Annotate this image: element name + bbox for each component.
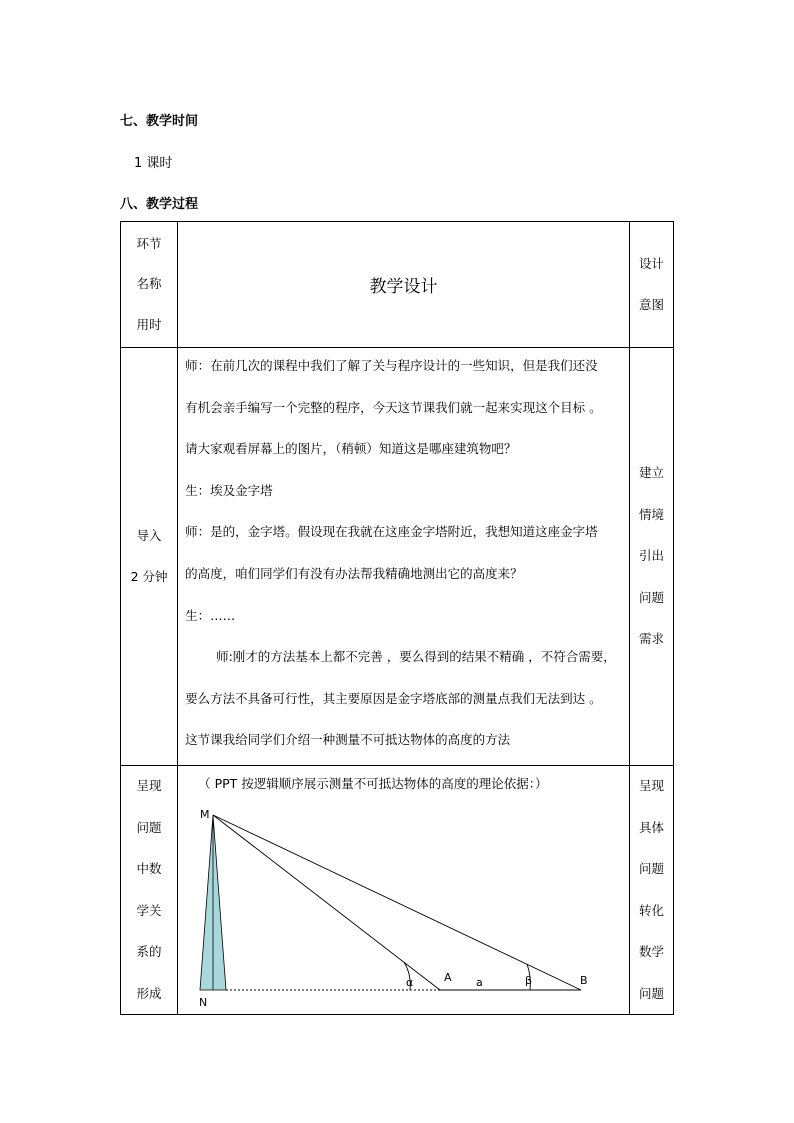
section-heading-time: 七、教学时间 bbox=[120, 114, 199, 129]
diagram-caption: （ PPT 按逻辑顺序展示测量不可抵达物体的高度的理论依据：） bbox=[198, 776, 548, 791]
intro-text-line: 有机会亲手编写一个完整的程序，今天这节课我们就一起来实现这个目标 。 bbox=[185, 399, 602, 415]
intro-text-line: 生：…… bbox=[185, 607, 236, 623]
problem-intent-line: 转化 bbox=[638, 902, 664, 918]
intro-intent-cell bbox=[629, 348, 673, 766]
label-alpha: α bbox=[406, 976, 414, 989]
intro-text-line: 要么方法不具备可行性，其主要原因是金字塔底部的测量点我们无法到达 。 bbox=[185, 690, 602, 706]
problem-intent-line: 问题 bbox=[638, 985, 664, 1001]
problem-stage-cell bbox=[121, 766, 178, 1015]
problem-intent-line: 问题 bbox=[638, 861, 664, 876]
table-row-problem bbox=[121, 766, 674, 1015]
intro-intent-line: 建立 bbox=[638, 465, 664, 481]
problem-intent-line: 数学 bbox=[638, 944, 664, 959]
intro-text-line: 师：在前几次的课程中我们了解了关与程序设计的一些知识，但是我们还没 bbox=[185, 358, 598, 373]
intro-stage-line: 导入 bbox=[136, 528, 162, 543]
header-intent-line: 设计 bbox=[638, 256, 664, 271]
header-stage-line: 环节 bbox=[136, 235, 162, 251]
header-design-cell bbox=[178, 222, 630, 348]
header-stage-cell bbox=[121, 222, 178, 348]
intro-intent-line: 情境 bbox=[638, 506, 664, 522]
sightline-MA bbox=[213, 815, 440, 990]
intro-text-line: 请大家观看屏幕上的图片，（稍顿）知道这是哪座建筑物吧？ bbox=[185, 441, 517, 457]
problem-stage-line: 形成 bbox=[136, 985, 162, 1001]
problem-stage-line: 问题 bbox=[136, 819, 162, 835]
time-value: 1 课时 bbox=[134, 156, 173, 171]
intro-text-line: 师:刚才的方法基本上都不完善 ，要么得到的结果不精确 ，不符合需要， bbox=[216, 649, 616, 665]
sightline-MB bbox=[213, 815, 581, 990]
intro-intent-line: 需求 bbox=[638, 631, 664, 647]
intro-text-line: 这节课我给同学们介绍一种测量不可抵达物体的高度的方法 bbox=[185, 732, 511, 748]
header-stage-line: 用时 bbox=[136, 316, 162, 332]
intro-design-cell bbox=[178, 348, 630, 766]
header-intent-cell bbox=[629, 222, 673, 348]
label-M: M bbox=[200, 808, 210, 821]
problem-intent-line: 呈现 bbox=[638, 778, 664, 793]
problem-intent-cell bbox=[629, 766, 673, 1015]
intro-intent-line: 引出 bbox=[638, 548, 664, 564]
table-row-intro bbox=[121, 348, 674, 766]
problem-intent-line: 具体 bbox=[638, 819, 664, 835]
label-B: B bbox=[580, 974, 588, 987]
process-table bbox=[120, 221, 674, 1015]
problem-stage-line: 系的 bbox=[136, 944, 162, 959]
table-header-row bbox=[121, 222, 674, 348]
header-stage-line: 名称 bbox=[136, 276, 162, 292]
label-A: A bbox=[444, 971, 452, 984]
problem-stage-line: 呈现 bbox=[136, 778, 162, 793]
intro-text-line: 师：是的，金字塔。假设现在我就在这座金字塔附近，我想知道这座金字塔 bbox=[185, 524, 598, 540]
problem-design-cell bbox=[178, 766, 630, 1015]
label-N: N bbox=[199, 996, 208, 1007]
problem-stage-line: 中数 bbox=[136, 861, 162, 876]
section-heading-process: 八、教学过程 bbox=[120, 197, 199, 212]
intro-text-line: 的高度，咱们同学们有没有办法帮我精确地测出它的高度来？ bbox=[185, 565, 523, 581]
intro-intent-line: 问题 bbox=[638, 589, 664, 605]
intro-stage-cell bbox=[121, 348, 178, 766]
triangle-diagram bbox=[178, 792, 629, 1007]
label-a: a bbox=[476, 976, 483, 989]
header-design-title: 教学设计 bbox=[369, 277, 438, 297]
intro-text-line: 生：埃及金字塔 bbox=[185, 482, 273, 498]
label-beta: β bbox=[525, 974, 533, 987]
header-intent-line: 意图 bbox=[638, 296, 664, 312]
intro-stage-line: 2 分钟 bbox=[130, 568, 168, 584]
problem-stage-line: 学关 bbox=[136, 902, 162, 918]
